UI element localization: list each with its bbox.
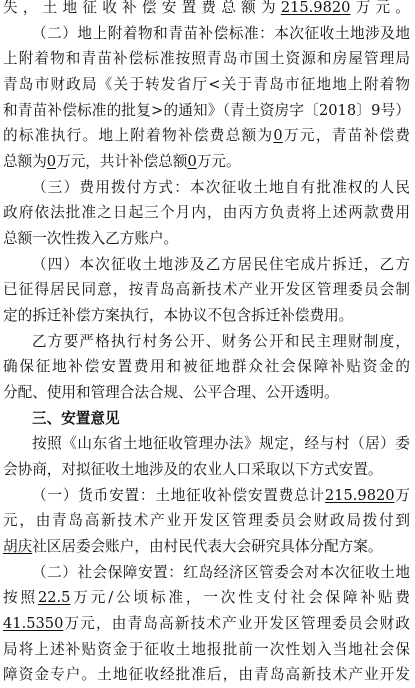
text-run: 分配、使用和管理合法合规、公平合理、公开透明。 xyxy=(3,384,339,401)
text-run: 万 xyxy=(394,487,410,504)
text-line xyxy=(3,508,410,534)
text-line xyxy=(3,123,410,149)
text-line xyxy=(3,175,410,201)
text-run: 和青苗补偿标准的批复>的通知》（青土资房字〔2018〕9号） xyxy=(3,102,410,119)
text-line xyxy=(3,98,410,124)
text-line xyxy=(3,21,410,47)
text-run: （四）本次征收土地涉及乙方居民住宅成片拆迁，乙方 xyxy=(32,256,410,273)
community-name-underlined: 胡庆 xyxy=(3,538,33,555)
text-run: （二）社会保障安置：红岛经济区管委会对本次征收土地 xyxy=(32,564,410,581)
text-line xyxy=(3,534,410,560)
text-line xyxy=(3,0,410,21)
text-run: 总额一次性拨入乙方账户。 xyxy=(3,230,179,247)
text-run: 失，土地征收补偿安置费总额为 xyxy=(3,0,281,16)
amount-underlined: 22.5 xyxy=(37,589,71,606)
text-line xyxy=(3,431,410,457)
text-line xyxy=(3,611,410,637)
amount-underlined: 41.5350 xyxy=(3,615,64,632)
text-run: （二）地上附着物和青苗补偿标准：本次征收土地涉及地 xyxy=(32,25,410,42)
text-run: 万元，由青岛高新技术产业开发区管理委员会财政 xyxy=(63,615,410,632)
text-run: 元，由青岛高新技术产业开发区管理委员会财政局拨付到 xyxy=(3,512,410,529)
text-line xyxy=(3,72,410,98)
heading-text: 三、安置意见 xyxy=(32,410,120,427)
text-line xyxy=(3,329,410,355)
text-run: 上附着物和青苗补偿标准按照青岛市国土资源和房屋管理局 xyxy=(3,50,410,67)
section-heading xyxy=(3,406,410,432)
text-run: 政府依法批准之日起三个月内，由丙方负责将上述两款费用 xyxy=(3,204,410,221)
text-run: 已征得居民同意，按青岛高新技术产业开发区管理委员会制 xyxy=(3,281,410,298)
text-run: 局将上述补贴资金于征收土地报批前一次性划入当地社会保 xyxy=(3,641,410,658)
text-line xyxy=(3,200,410,226)
text-run: 万元，共计补偿总额 xyxy=(56,153,188,170)
text-run: 会协商，对拟征收土地涉及的农业人口采取以下方式安置。 xyxy=(3,461,383,478)
text-line xyxy=(3,354,410,380)
amount-underlined: 0 xyxy=(46,153,57,170)
text-run: （一）货币安置：土地征收补偿安置费总计 xyxy=(32,487,325,504)
text-run: 社区居委会账户，由村民代表大会研究具体分配方案。 xyxy=(32,538,383,555)
text-run: 的标准执行。地上附着物补偿费总额为 xyxy=(3,127,274,144)
text-run: 万元。 xyxy=(350,0,410,16)
text-line xyxy=(3,637,410,663)
text-run: 青岛市财政局《关于转发省厅<关于青岛市征地地上附着物 xyxy=(3,76,410,93)
text-line xyxy=(3,252,410,278)
amount-underlined: 215.9820 xyxy=(324,487,395,504)
text-line xyxy=(3,303,410,329)
text-run: 确保征地补偿安置费用和被征地群众社会保障补贴资金的 xyxy=(3,358,410,375)
text-run: （三）费用拨付方式：本次征收土地自有批准权的人民 xyxy=(32,179,410,196)
text-run: 万元，青苗补偿费 xyxy=(282,127,410,144)
text-run: 按照 xyxy=(3,589,38,606)
text-line xyxy=(3,277,410,303)
text-line xyxy=(3,226,410,252)
text-run: 障资金专户。土地征收经批准后，由青岛高新技术产业开发 xyxy=(3,666,410,683)
text-run: 万元。 xyxy=(196,153,241,170)
text-line xyxy=(3,46,410,72)
text-run: 总额为 xyxy=(3,153,47,170)
text-line xyxy=(3,149,410,175)
text-line xyxy=(3,457,410,483)
text-line xyxy=(3,380,410,406)
text-line xyxy=(3,585,410,611)
amount-underlined: 0 xyxy=(187,153,197,170)
text-run: 乙方要严格执行村务公开、财务公开和民主理财制度， xyxy=(32,333,410,350)
amount-underlined: 215.9820 xyxy=(280,0,351,16)
text-run: 万元/公顷标准，一次性支付社会保障补贴费 xyxy=(70,589,410,606)
text-run: 按照《山东省土地征收管理办法》规定，经与村（居）委 xyxy=(32,435,410,452)
text-line xyxy=(3,560,410,586)
amount-underlined: 0 xyxy=(273,127,283,144)
text-line xyxy=(3,662,410,688)
text-line xyxy=(3,483,410,509)
text-run: 定的拆迁补偿方案执行，本协议不包含拆迁补偿费用。 xyxy=(3,307,354,324)
